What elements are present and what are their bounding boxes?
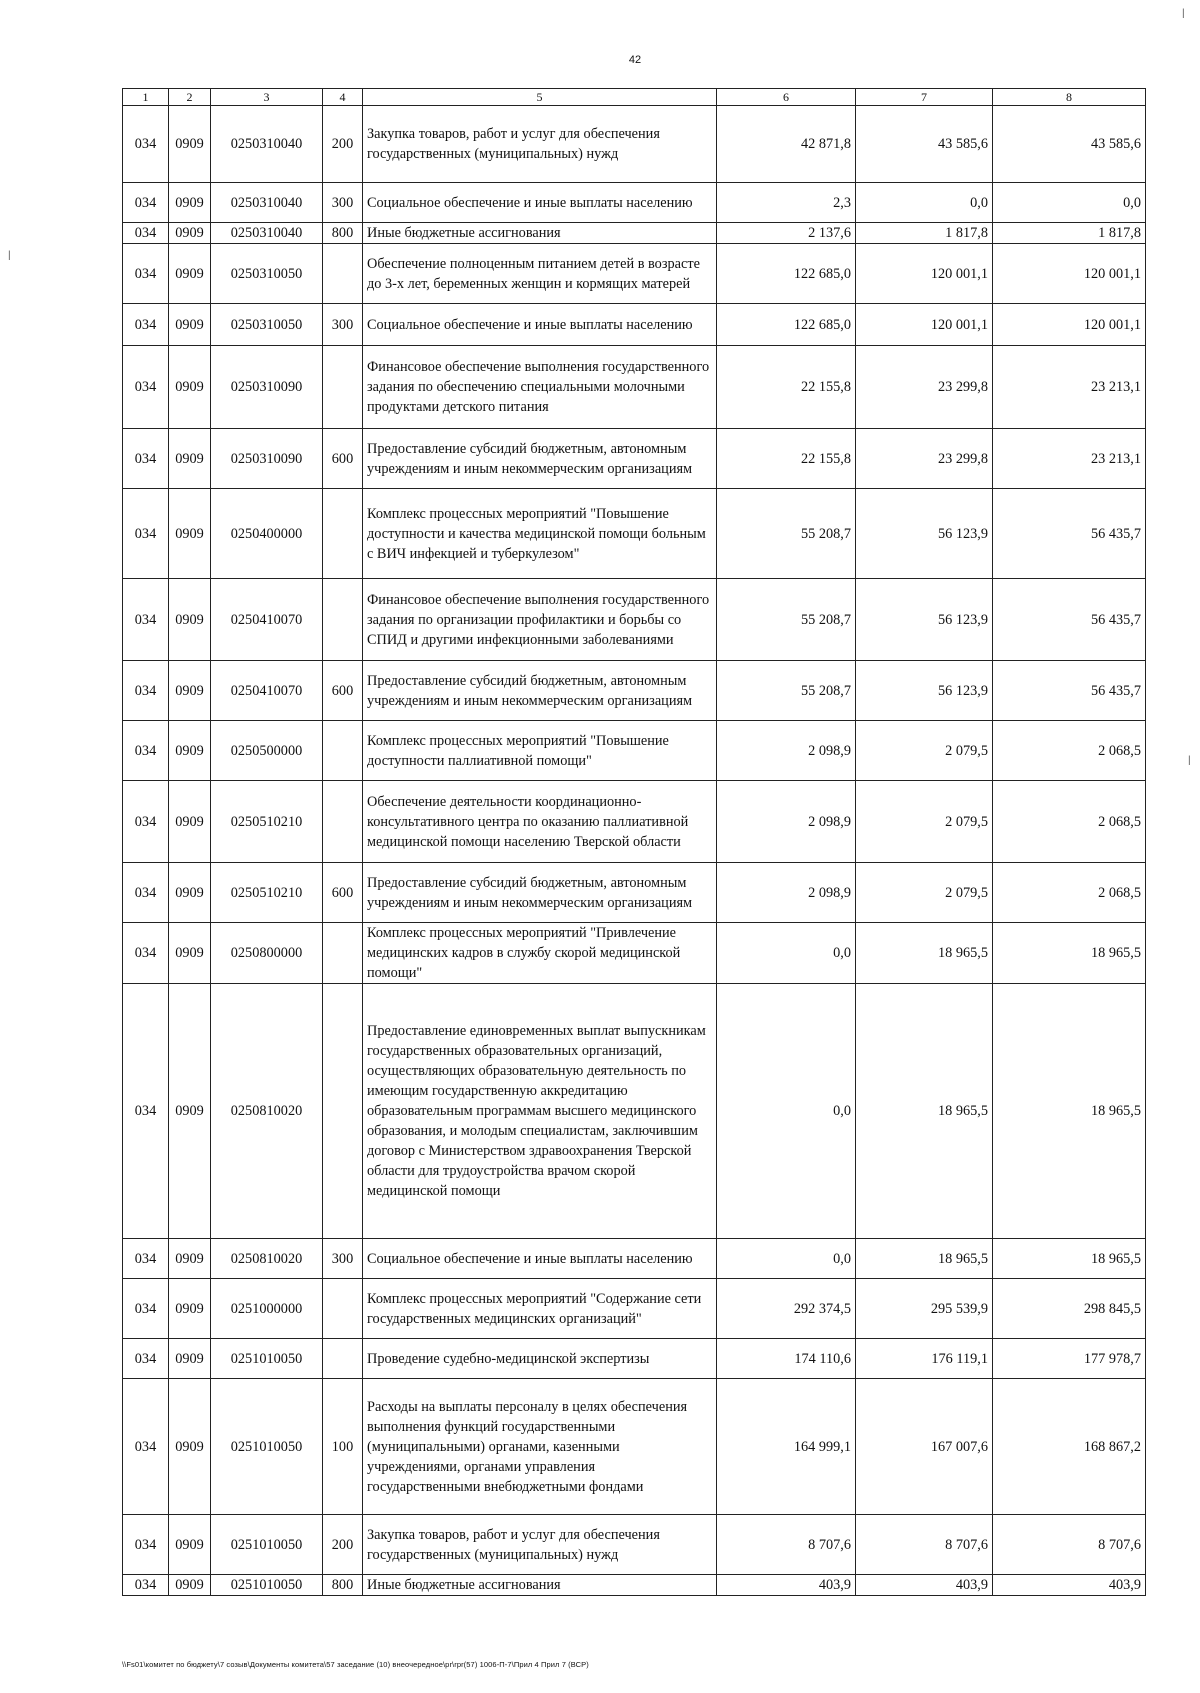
cell-description: Социальное обеспечение и иные выплаты населению bbox=[363, 183, 717, 223]
column-header: 7 bbox=[856, 89, 993, 106]
cell-section: 0909 bbox=[169, 661, 211, 721]
cell-amount-3: 2 068,5 bbox=[993, 721, 1146, 781]
cell-code-admin: 034 bbox=[123, 1339, 169, 1379]
budget-table bbox=[122, 88, 1146, 1596]
cell-amount-1: 2 137,6 bbox=[717, 223, 856, 244]
cell-section: 0909 bbox=[169, 781, 211, 863]
cell-amount-3: 120 001,1 bbox=[993, 304, 1146, 346]
cell-amount-1: 122 685,0 bbox=[717, 244, 856, 304]
cell-amount-1: 8 707,6 bbox=[717, 1515, 856, 1575]
cell-amount-3: 56 435,7 bbox=[993, 489, 1146, 579]
column-header: 4 bbox=[323, 89, 363, 106]
cell-amount-3: 43 585,6 bbox=[993, 106, 1146, 183]
table-row bbox=[123, 304, 1146, 346]
cell-target-article: 0250410070 bbox=[211, 579, 323, 661]
cell-description: Комплекс процессных мероприятий "Содержание сети государственных медицинских организаций" bbox=[363, 1279, 717, 1339]
cell-expense-type bbox=[323, 781, 363, 863]
table-row bbox=[123, 661, 1146, 721]
table-row bbox=[123, 1515, 1146, 1575]
cell-amount-2: 295 539,9 bbox=[856, 1279, 993, 1339]
cell-amount-2: 56 123,9 bbox=[856, 661, 993, 721]
table-row bbox=[123, 489, 1146, 579]
cell-description: Предоставление субсидий бюджетным, автономным учреждениям и иным некоммерческим организациям bbox=[363, 429, 717, 489]
cell-amount-2: 18 965,5 bbox=[856, 923, 993, 984]
cell-amount-2: 43 585,6 bbox=[856, 106, 993, 183]
cell-amount-2: 167 007,6 bbox=[856, 1379, 993, 1515]
cell-expense-type: 300 bbox=[323, 304, 363, 346]
cell-target-article: 0250310040 bbox=[211, 183, 323, 223]
cell-amount-1: 2,3 bbox=[717, 183, 856, 223]
cell-amount-3: 2 068,5 bbox=[993, 863, 1146, 923]
cell-expense-type: 300 bbox=[323, 1239, 363, 1279]
cell-code-admin: 034 bbox=[123, 183, 169, 223]
cell-target-article: 0251010050 bbox=[211, 1339, 323, 1379]
cell-amount-2: 2 079,5 bbox=[856, 721, 993, 781]
cell-target-article: 0250310090 bbox=[211, 429, 323, 489]
cell-amount-3: 56 435,7 bbox=[993, 579, 1146, 661]
cell-amount-2: 23 299,8 bbox=[856, 429, 993, 489]
cell-code-admin: 034 bbox=[123, 1239, 169, 1279]
scan-mark: | bbox=[1188, 755, 1191, 766]
cell-code-admin: 034 bbox=[123, 923, 169, 984]
cell-description: Расходы на выплаты персоналу в целях обеспечения выполнения функций государственными (муниципальными) органами, казенными учреждениями, органами управления государственными внебюджетными фондами bbox=[363, 1379, 717, 1515]
cell-section: 0909 bbox=[169, 579, 211, 661]
cell-target-article: 0250310090 bbox=[211, 346, 323, 429]
cell-target-article: 0250500000 bbox=[211, 721, 323, 781]
cell-code-admin: 034 bbox=[123, 579, 169, 661]
cell-amount-2: 0,0 bbox=[856, 183, 993, 223]
cell-target-article: 0250310040 bbox=[211, 106, 323, 183]
cell-expense-type bbox=[323, 984, 363, 1239]
cell-section: 0909 bbox=[169, 1379, 211, 1515]
cell-code-admin: 034 bbox=[123, 244, 169, 304]
cell-amount-3: 2 068,5 bbox=[993, 781, 1146, 863]
cell-target-article: 0250310040 bbox=[211, 223, 323, 244]
cell-amount-1: 42 871,8 bbox=[717, 106, 856, 183]
cell-expense-type bbox=[323, 489, 363, 579]
table-row bbox=[123, 106, 1146, 183]
cell-expense-type: 600 bbox=[323, 429, 363, 489]
cell-expense-type: 600 bbox=[323, 661, 363, 721]
file-path-footer: \\Fs01\комитет по бюджету\7 созыв\Документы комитета\57 заседание (10) внеочередное\pr\rpr(57) 1006-П-7\Прил 4 Прил 7 (ВСР) bbox=[122, 1660, 589, 1669]
table-row bbox=[123, 923, 1146, 984]
cell-section: 0909 bbox=[169, 429, 211, 489]
cell-amount-1: 22 155,8 bbox=[717, 429, 856, 489]
cell-amount-2: 2 079,5 bbox=[856, 863, 993, 923]
table-row bbox=[123, 244, 1146, 304]
cell-target-article: 0251010050 bbox=[211, 1575, 323, 1596]
cell-code-admin: 034 bbox=[123, 984, 169, 1239]
cell-amount-3: 403,9 bbox=[993, 1575, 1146, 1596]
cell-amount-1: 0,0 bbox=[717, 923, 856, 984]
cell-code-admin: 034 bbox=[123, 223, 169, 244]
cell-amount-3: 8 707,6 bbox=[993, 1515, 1146, 1575]
cell-amount-1: 2 098,9 bbox=[717, 781, 856, 863]
cell-description: Закупка товаров, работ и услуг для обеспечения государственных (муниципальных) нужд bbox=[363, 1515, 717, 1575]
table-row bbox=[123, 863, 1146, 923]
table-row bbox=[123, 1239, 1146, 1279]
cell-amount-2: 56 123,9 bbox=[856, 489, 993, 579]
table-row bbox=[123, 223, 1146, 244]
column-header: 6 bbox=[717, 89, 856, 106]
cell-section: 0909 bbox=[169, 1339, 211, 1379]
cell-amount-1: 55 208,7 bbox=[717, 579, 856, 661]
cell-section: 0909 bbox=[169, 923, 211, 984]
cell-amount-1: 292 374,5 bbox=[717, 1279, 856, 1339]
cell-section: 0909 bbox=[169, 1515, 211, 1575]
cell-description: Финансовое обеспечение выполнения государственного задания по организации профилактики и борьбы со СПИД и другими инфекционными заболеваниями bbox=[363, 579, 717, 661]
cell-amount-3: 18 965,5 bbox=[993, 984, 1146, 1239]
table-row bbox=[123, 781, 1146, 863]
cell-amount-2: 18 965,5 bbox=[856, 1239, 993, 1279]
cell-section: 0909 bbox=[169, 223, 211, 244]
column-header: 5 bbox=[363, 89, 717, 106]
cell-description: Финансовое обеспечение выполнения государственного задания по обеспечению специальными молочными продуктами детского питания bbox=[363, 346, 717, 429]
cell-code-admin: 034 bbox=[123, 721, 169, 781]
table-row bbox=[123, 721, 1146, 781]
cell-code-admin: 034 bbox=[123, 489, 169, 579]
cell-description: Обеспечение полноценным питанием детей в возрасте до 3-х лет, беременных женщин и кормящих матерей bbox=[363, 244, 717, 304]
scan-mark: | bbox=[8, 250, 11, 261]
header-row bbox=[123, 89, 1146, 106]
cell-section: 0909 bbox=[169, 244, 211, 304]
cell-expense-type bbox=[323, 721, 363, 781]
cell-code-admin: 034 bbox=[123, 781, 169, 863]
cell-amount-1: 2 098,9 bbox=[717, 863, 856, 923]
cell-description: Предоставление субсидий бюджетным, автономным учреждениям и иным некоммерческим организациям bbox=[363, 661, 717, 721]
cell-amount-1: 2 098,9 bbox=[717, 721, 856, 781]
cell-amount-3: 120 001,1 bbox=[993, 244, 1146, 304]
cell-target-article: 0250310050 bbox=[211, 304, 323, 346]
cell-amount-2: 120 001,1 bbox=[856, 304, 993, 346]
table-row bbox=[123, 1575, 1146, 1596]
table-body bbox=[123, 106, 1146, 1596]
cell-target-article: 0250800000 bbox=[211, 923, 323, 984]
column-header: 1 bbox=[123, 89, 169, 106]
cell-amount-1: 174 110,6 bbox=[717, 1339, 856, 1379]
cell-expense-type bbox=[323, 923, 363, 984]
cell-description: Иные бюджетные ассигнования bbox=[363, 223, 717, 244]
cell-amount-2: 18 965,5 bbox=[856, 984, 993, 1239]
cell-expense-type: 200 bbox=[323, 106, 363, 183]
cell-code-admin: 034 bbox=[123, 863, 169, 923]
cell-amount-3: 23 213,1 bbox=[993, 346, 1146, 429]
cell-code-admin: 034 bbox=[123, 1379, 169, 1515]
cell-target-article: 0251010050 bbox=[211, 1515, 323, 1575]
table-row bbox=[123, 429, 1146, 489]
cell-section: 0909 bbox=[169, 984, 211, 1239]
cell-target-article: 0250310050 bbox=[211, 244, 323, 304]
cell-expense-type: 300 bbox=[323, 183, 363, 223]
table-row bbox=[123, 984, 1146, 1239]
cell-section: 0909 bbox=[169, 1239, 211, 1279]
cell-section: 0909 bbox=[169, 721, 211, 781]
cell-section: 0909 bbox=[169, 183, 211, 223]
cell-description: Предоставление субсидий бюджетным, автономным учреждениям и иным некоммерческим организациям bbox=[363, 863, 717, 923]
cell-amount-1: 164 999,1 bbox=[717, 1379, 856, 1515]
cell-expense-type bbox=[323, 579, 363, 661]
cell-description: Комплекс процессных мероприятий "Привлечение медицинских кадров в службу скорой медицинской помощи" bbox=[363, 923, 717, 984]
cell-amount-1: 55 208,7 bbox=[717, 489, 856, 579]
cell-description: Закупка товаров, работ и услуг для обеспечения государственных (муниципальных) нужд bbox=[363, 106, 717, 183]
cell-target-article: 0250510210 bbox=[211, 863, 323, 923]
table-row bbox=[123, 1279, 1146, 1339]
table-row bbox=[123, 183, 1146, 223]
cell-amount-3: 23 213,1 bbox=[993, 429, 1146, 489]
cell-amount-2: 23 299,8 bbox=[856, 346, 993, 429]
cell-amount-2: 56 123,9 bbox=[856, 579, 993, 661]
table-row bbox=[123, 579, 1146, 661]
cell-amount-2: 176 119,1 bbox=[856, 1339, 993, 1379]
cell-amount-3: 168 867,2 bbox=[993, 1379, 1146, 1515]
cell-target-article: 0250810020 bbox=[211, 1239, 323, 1279]
cell-code-admin: 034 bbox=[123, 106, 169, 183]
cell-section: 0909 bbox=[169, 1279, 211, 1339]
cell-target-article: 0250510210 bbox=[211, 781, 323, 863]
cell-section: 0909 bbox=[169, 1575, 211, 1596]
cell-amount-3: 298 845,5 bbox=[993, 1279, 1146, 1339]
cell-code-admin: 034 bbox=[123, 1279, 169, 1339]
cell-section: 0909 bbox=[169, 346, 211, 429]
cell-amount-3: 1 817,8 bbox=[993, 223, 1146, 244]
cell-description: Комплекс процессных мероприятий "Повышение доступности и качества медицинской помощи больным с ВИЧ инфекцией и туберкулезом" bbox=[363, 489, 717, 579]
cell-expense-type: 200 bbox=[323, 1515, 363, 1575]
cell-expense-type: 600 bbox=[323, 863, 363, 923]
cell-amount-2: 2 079,5 bbox=[856, 781, 993, 863]
cell-code-admin: 034 bbox=[123, 429, 169, 489]
cell-code-admin: 034 bbox=[123, 346, 169, 429]
cell-description: Проведение судебно-медицинской экспертизы bbox=[363, 1339, 717, 1379]
column-header: 8 bbox=[993, 89, 1146, 106]
cell-target-article: 0251010050 bbox=[211, 1379, 323, 1515]
cell-expense-type: 100 bbox=[323, 1379, 363, 1515]
column-header: 2 bbox=[169, 89, 211, 106]
table-row bbox=[123, 1339, 1146, 1379]
cell-amount-3: 18 965,5 bbox=[993, 1239, 1146, 1279]
cell-description: Обеспечение деятельности координационно-консультативного центра по оказанию паллиативной медицинской помощи населению Тверской области bbox=[363, 781, 717, 863]
cell-amount-3: 18 965,5 bbox=[993, 923, 1146, 984]
cell-expense-type: 800 bbox=[323, 1575, 363, 1596]
cell-description: Комплекс процессных мероприятий "Повышение доступности паллиативной помощи" bbox=[363, 721, 717, 781]
cell-expense-type bbox=[323, 1339, 363, 1379]
cell-expense-type bbox=[323, 1279, 363, 1339]
cell-code-admin: 034 bbox=[123, 1575, 169, 1596]
cell-description: Иные бюджетные ассигнования bbox=[363, 1575, 717, 1596]
cell-amount-1: 55 208,7 bbox=[717, 661, 856, 721]
cell-code-admin: 034 bbox=[123, 661, 169, 721]
cell-amount-2: 8 707,6 bbox=[856, 1515, 993, 1575]
cell-target-article: 0250810020 bbox=[211, 984, 323, 1239]
cell-amount-1: 22 155,8 bbox=[717, 346, 856, 429]
cell-description: Социальное обеспечение и иные выплаты населению bbox=[363, 304, 717, 346]
cell-description: Социальное обеспечение и иные выплаты населению bbox=[363, 1239, 717, 1279]
column-header: 3 bbox=[211, 89, 323, 106]
cell-expense-type bbox=[323, 346, 363, 429]
cell-section: 0909 bbox=[169, 863, 211, 923]
cell-amount-1: 0,0 bbox=[717, 984, 856, 1239]
cell-code-admin: 034 bbox=[123, 304, 169, 346]
page-number: 42 bbox=[628, 54, 642, 66]
cell-amount-2: 403,9 bbox=[856, 1575, 993, 1596]
cell-section: 0909 bbox=[169, 489, 211, 579]
cell-code-admin: 034 bbox=[123, 1515, 169, 1575]
table-row bbox=[123, 1379, 1146, 1515]
cell-amount-1: 0,0 bbox=[717, 1239, 856, 1279]
cell-target-article: 0251000000 bbox=[211, 1279, 323, 1339]
cell-section: 0909 bbox=[169, 106, 211, 183]
cell-target-article: 0250410070 bbox=[211, 661, 323, 721]
cell-amount-3: 56 435,7 bbox=[993, 661, 1146, 721]
cell-amount-3: 177 978,7 bbox=[993, 1339, 1146, 1379]
cell-amount-1: 403,9 bbox=[717, 1575, 856, 1596]
cell-amount-3: 0,0 bbox=[993, 183, 1146, 223]
scan-mark: | bbox=[1182, 8, 1185, 19]
cell-section: 0909 bbox=[169, 304, 211, 346]
table-row bbox=[123, 346, 1146, 429]
cell-target-article: 0250400000 bbox=[211, 489, 323, 579]
cell-amount-2: 120 001,1 bbox=[856, 244, 993, 304]
cell-amount-1: 122 685,0 bbox=[717, 304, 856, 346]
cell-description: Предоставление единовременных выплат выпускникам государственных образовательных организаций, осуществляющих образовательную деятельность по имеющим государственную аккредитацию образовательным программам высшего медицинского образования, и молодым специалистам, заключившим договор с Министерством здравоохранения Тверской области для трудоустройства врачом скорой медицинской помощи bbox=[363, 984, 717, 1239]
cell-expense-type: 800 bbox=[323, 223, 363, 244]
cell-expense-type bbox=[323, 244, 363, 304]
cell-amount-2: 1 817,8 bbox=[856, 223, 993, 244]
